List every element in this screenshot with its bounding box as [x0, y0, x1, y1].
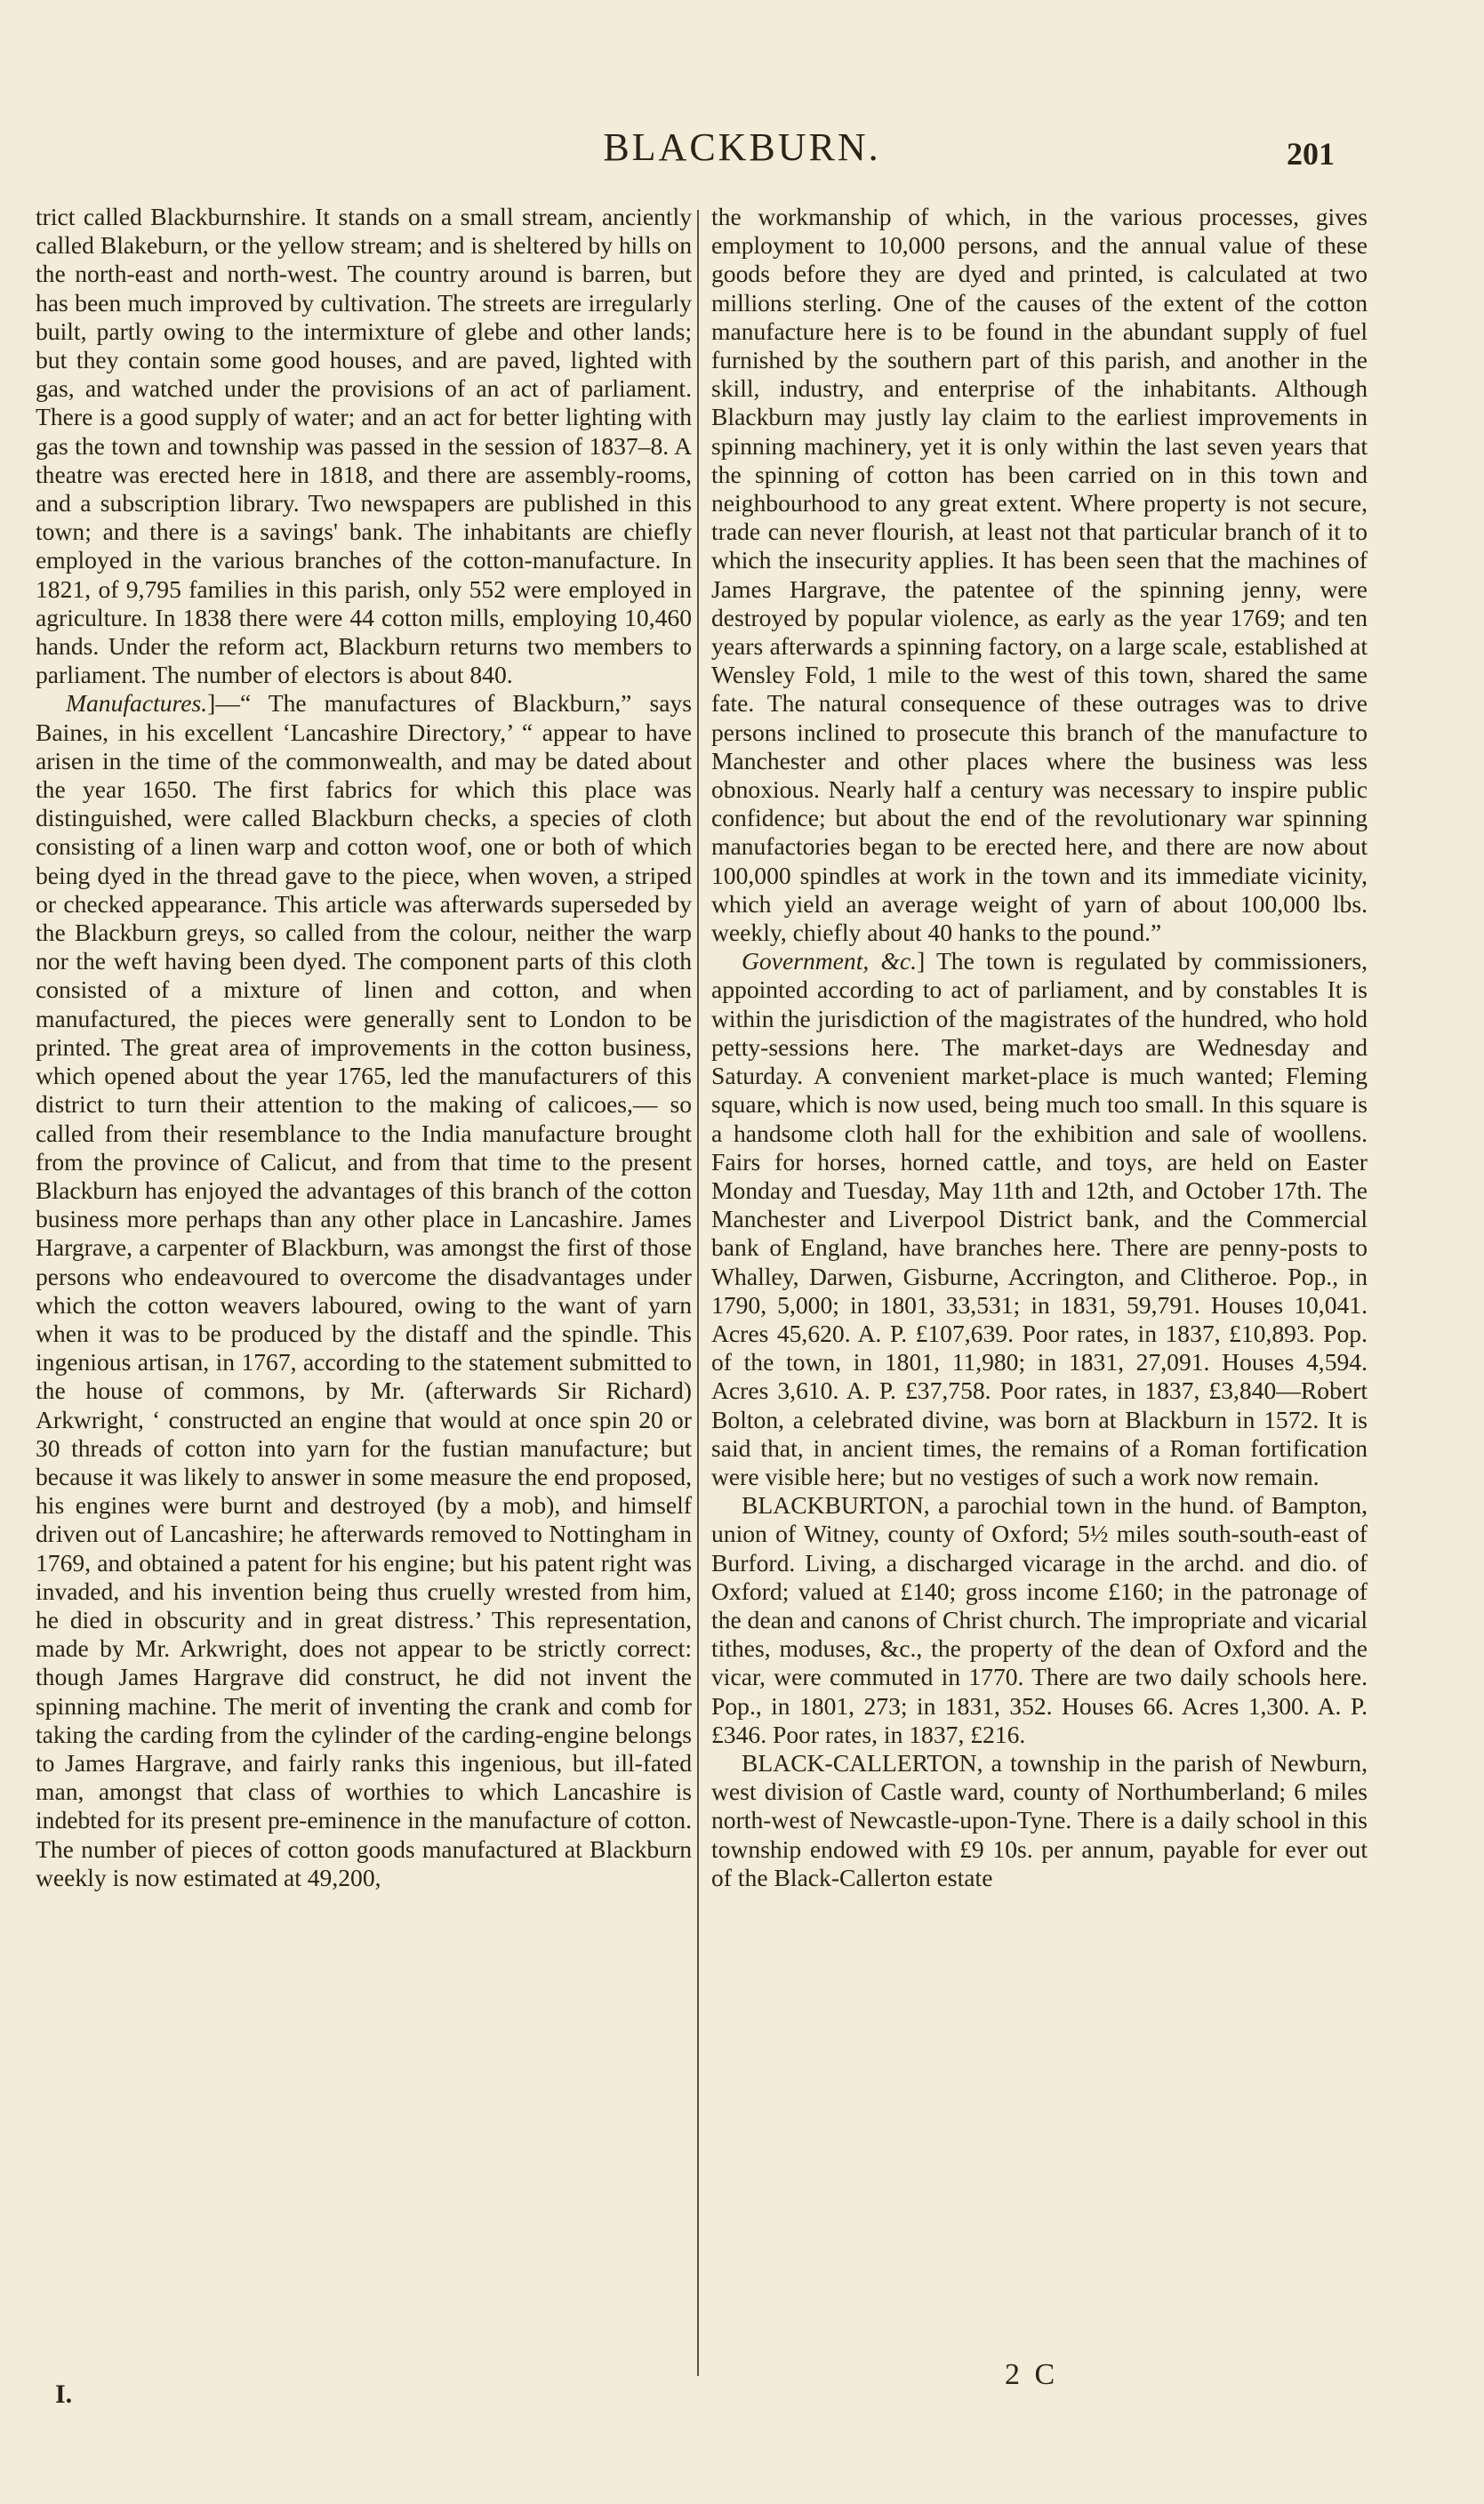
paragraph-town-description: trict called Blackburnshire. It stands on a small stream, anciently called Blakeburn, or the yellow stream; and is sheltered by hills on the north-east and north-west. The country around is barren, but has been much improved by cultivation. The streets are irregularly built, partly owing to the intermixture of glebe and other lands; but they contain some good houses, and are paved, lighted with gas, and watched under the provisions of an act of parliament. There is a good supply of water; and an act for better lighting with gas the town and township was passed in the session of 1837–8. A theatre was erected here in 1818, and there are assembly-rooms, and a subscription library. Two newspapers are published in this town; and there is a savings' bank. The inhabitants are chiefly employed in the various branches of the cotton-manufacture. In 1821, of 9,795 families in this parish, only 552 were employed in agriculture. In 1838 there were 44 cotton mills, employing 10,460 hands. Under the reform act, Blackburn returns two members to parliament. The number of electors is about 840. — [36, 203, 692, 689]
signature-mark-left: I. — [55, 2380, 73, 2409]
right-column — [711, 203, 1368, 1892]
paragraph-manufactures — [36, 689, 692, 1892]
running-head — [0, 124, 1484, 178]
entry-blackburton: BLACKBURTON, a parochial town in the hund. of Bampton, union of Witney, county of Oxford; 5½ miles south-south-east of Burford. Living, a discharged vicarage in the archd. and dio. of Oxford; valued at £140; gross income £160; in the patronage of the dean and canons of Christ church. The impropriate and vicarial tithes, moduses, &c., the property of the dean of Oxford and the vicar, were commuted in 1770. There are two daily schools here. Pop., in 1801, 273; in 1831, 352. Houses 66. Acres 1,300. A. P. £346. Poor rates, in 1837, £216. — [711, 1491, 1368, 1748]
page-number: 201 — [1287, 136, 1335, 172]
section-heading-manufactures: Manufactures. — [66, 689, 208, 718]
signature-mark-right: 2 C — [1005, 2358, 1059, 2391]
paragraph-manufactures-text: ]—“ The manufactures of Blackburn,” says Baines, in his excellent ‘Lancashire Directory,’ “ appear to have arisen in the time of the commonwealth, and may be dated about the year 1650. The first fabrics for which this place was distinguished, were called Blackburn checks, a species of cloth consisting of a linen warp and cotton woof, one or both of which being dyed in the thread gave to the piece, when woven, a striped or checked appearance. This article was afterwards superseded by the Blackburn greys, so called from the colour, neither the warp nor the weft having been dyed. The component parts of this cloth consisted of a mixture of linen and cotton, and when manufactured, the pieces were generally sent to London to be printed. The great area of improvements in the cotton business, which opened about the year 1765, led the manufacturers of this district to turn their attention to the making of calicoes,— so called from their resemblance to the India manufacture brought from the province of Calicut, and from that time to the present Blackburn has enjoyed the advantages of this branch of the cotton business more perhaps than any other place in Lancashire. James Hargrave, a carpenter of Blackburn, was amongst the first of those persons who endeavoured to overcome the disadvantages under which the cotton weavers laboured, owing to the want of yarn when it was to be produced by the distaff and the spindle. This ingenious artisan, in 1767, according to the statement submitted to the house of commons, by Mr. (afterwards Sir Richard) Arkwright, ‘ constructed an engine that would at once spin 20 or 30 threads of cotton into yarn for the fustian manufacture; but because it was likely to answer in some measure the end proposed, his engines were burnt and destroyed (by a mob), and himself driven out of Lancashire; he afterwards removed to Nottingham in 1769, and obtained a patent for his engine; but his patent right was invaded, and his invention being thus cruelly wrested from him, he died in obscurity and in great distress.’ This representation, made by Mr. Arkwright, does not appear to be strictly correct: though James Hargrave did construct, he did not invent the spinning machine. The merit of inventing the crank and comb for taking the carding from the cylinder of the carding-engine belongs to James Hargrave, and fairly ranks this ingenious, but ill-fated man, amongst that class of worthies to which Lancashire is indebted for its present pre-eminence in the manufacture of cotton. The number of pieces of cotton goods manufactured at Blackburn weekly is now estimated at 49,200, — [36, 689, 692, 1891]
page-title: BLACKBURN. — [603, 125, 881, 169]
left-column — [36, 203, 692, 1892]
paragraph-government — [711, 947, 1368, 1491]
section-heading-government: Government, &c. — [742, 947, 918, 975]
column-divider — [697, 210, 699, 2376]
entry-black-callerton: BLACK-CALLERTON, a township in the parish of Newburn, west division of Castle ward, county of Northumberland; 6 miles north-west of Newcastle-upon-Tyne. There is a daily school in this township endowed with £9 10s. per annum, payable for ever out of the Black-Callerton estate — [711, 1748, 1368, 1891]
paragraph-manufactures-continued: the workmanship of which, in the various processes, gives employment to 10,000 persons, and the annual value of these goods before they are dyed and printed, is calculated at two millions sterling. One of the causes of the extent of the cotton manufacture here is to be found in the abundant supply of fuel furnished by the southern part of this parish, and another in the skill, industry, and enterprise of the inhabitants. Although Blackburn may justly lay claim to the earliest improvements in spinning machinery, yet it is only within the last seven years that the spinning of cotton has been carried on in this town and neighbourhood to any great extent. Where property is not secure, trade can never flourish, at least not that particular branch of it to which the insecurity applies. It has been seen that the machines of James Hargrave, the patentee of the spinning jenny, were destroyed by popular violence, as early as the year 1769; and ten years afterwards a spinning factory, on a large scale, established at Wensley Fold, 1 mile to the west of this town, shared the same fate. The natural consequence of these outrages was to drive persons inclined to prosecute this branch of the manufacture to Manchester and other places where the business was less obnoxious. Nearly half a century was necessary to inspire public confidence; but about the end of the revolutionary war spinning manufactories began to be erected here, and there are now about 100,000 spindles at work in the town and its immediate vicinity, which yield an average weight of yarn of about 100,000 lbs. weekly, chiefly about 40 hanks to the pound.” — [711, 203, 1368, 947]
paragraph-government-text: ] The town is regulated by commissioners, appointed according to act of parliament, and by constables It is within the jurisdiction of the magistrates of the hundred, who hold petty-sessions here. The market-days are Wednesday and Saturday. A convenient market-place is much wanted; Fleming square, which is now used, being much too small. In this square is a handsome cloth hall for the exhibition and sale of woollens. Fairs for horses, horned cattle, and toys, are held on Easter Monday and Tuesday, May 11th and 12th, and October 17th. The Manchester and Liverpool District bank, and the Commercial bank of England, have branches here. There are penny-posts to Whalley, Darwen, Gisburne, Accrington, and Clitheroe. Pop., in 1790, 5,000; in 1801, 33,531; in 1831, 59,791. Houses 10,041. Acres 45,620. A. P. £107,639. Poor rates, in 1837, £10,893. Pop. of the town, in 1801, 11,980; in 1831, 27,091. Houses 4,594. Acres 3,610. A. P. £37,758. Poor rates, in 1837, £3,840—Robert Bolton, a celebrated divine, was born at Blackburn in 1572. It is said that, in ancient times, the remains of a Roman fortification were visible here; but no vestiges of such a work now remain. — [711, 947, 1368, 1490]
